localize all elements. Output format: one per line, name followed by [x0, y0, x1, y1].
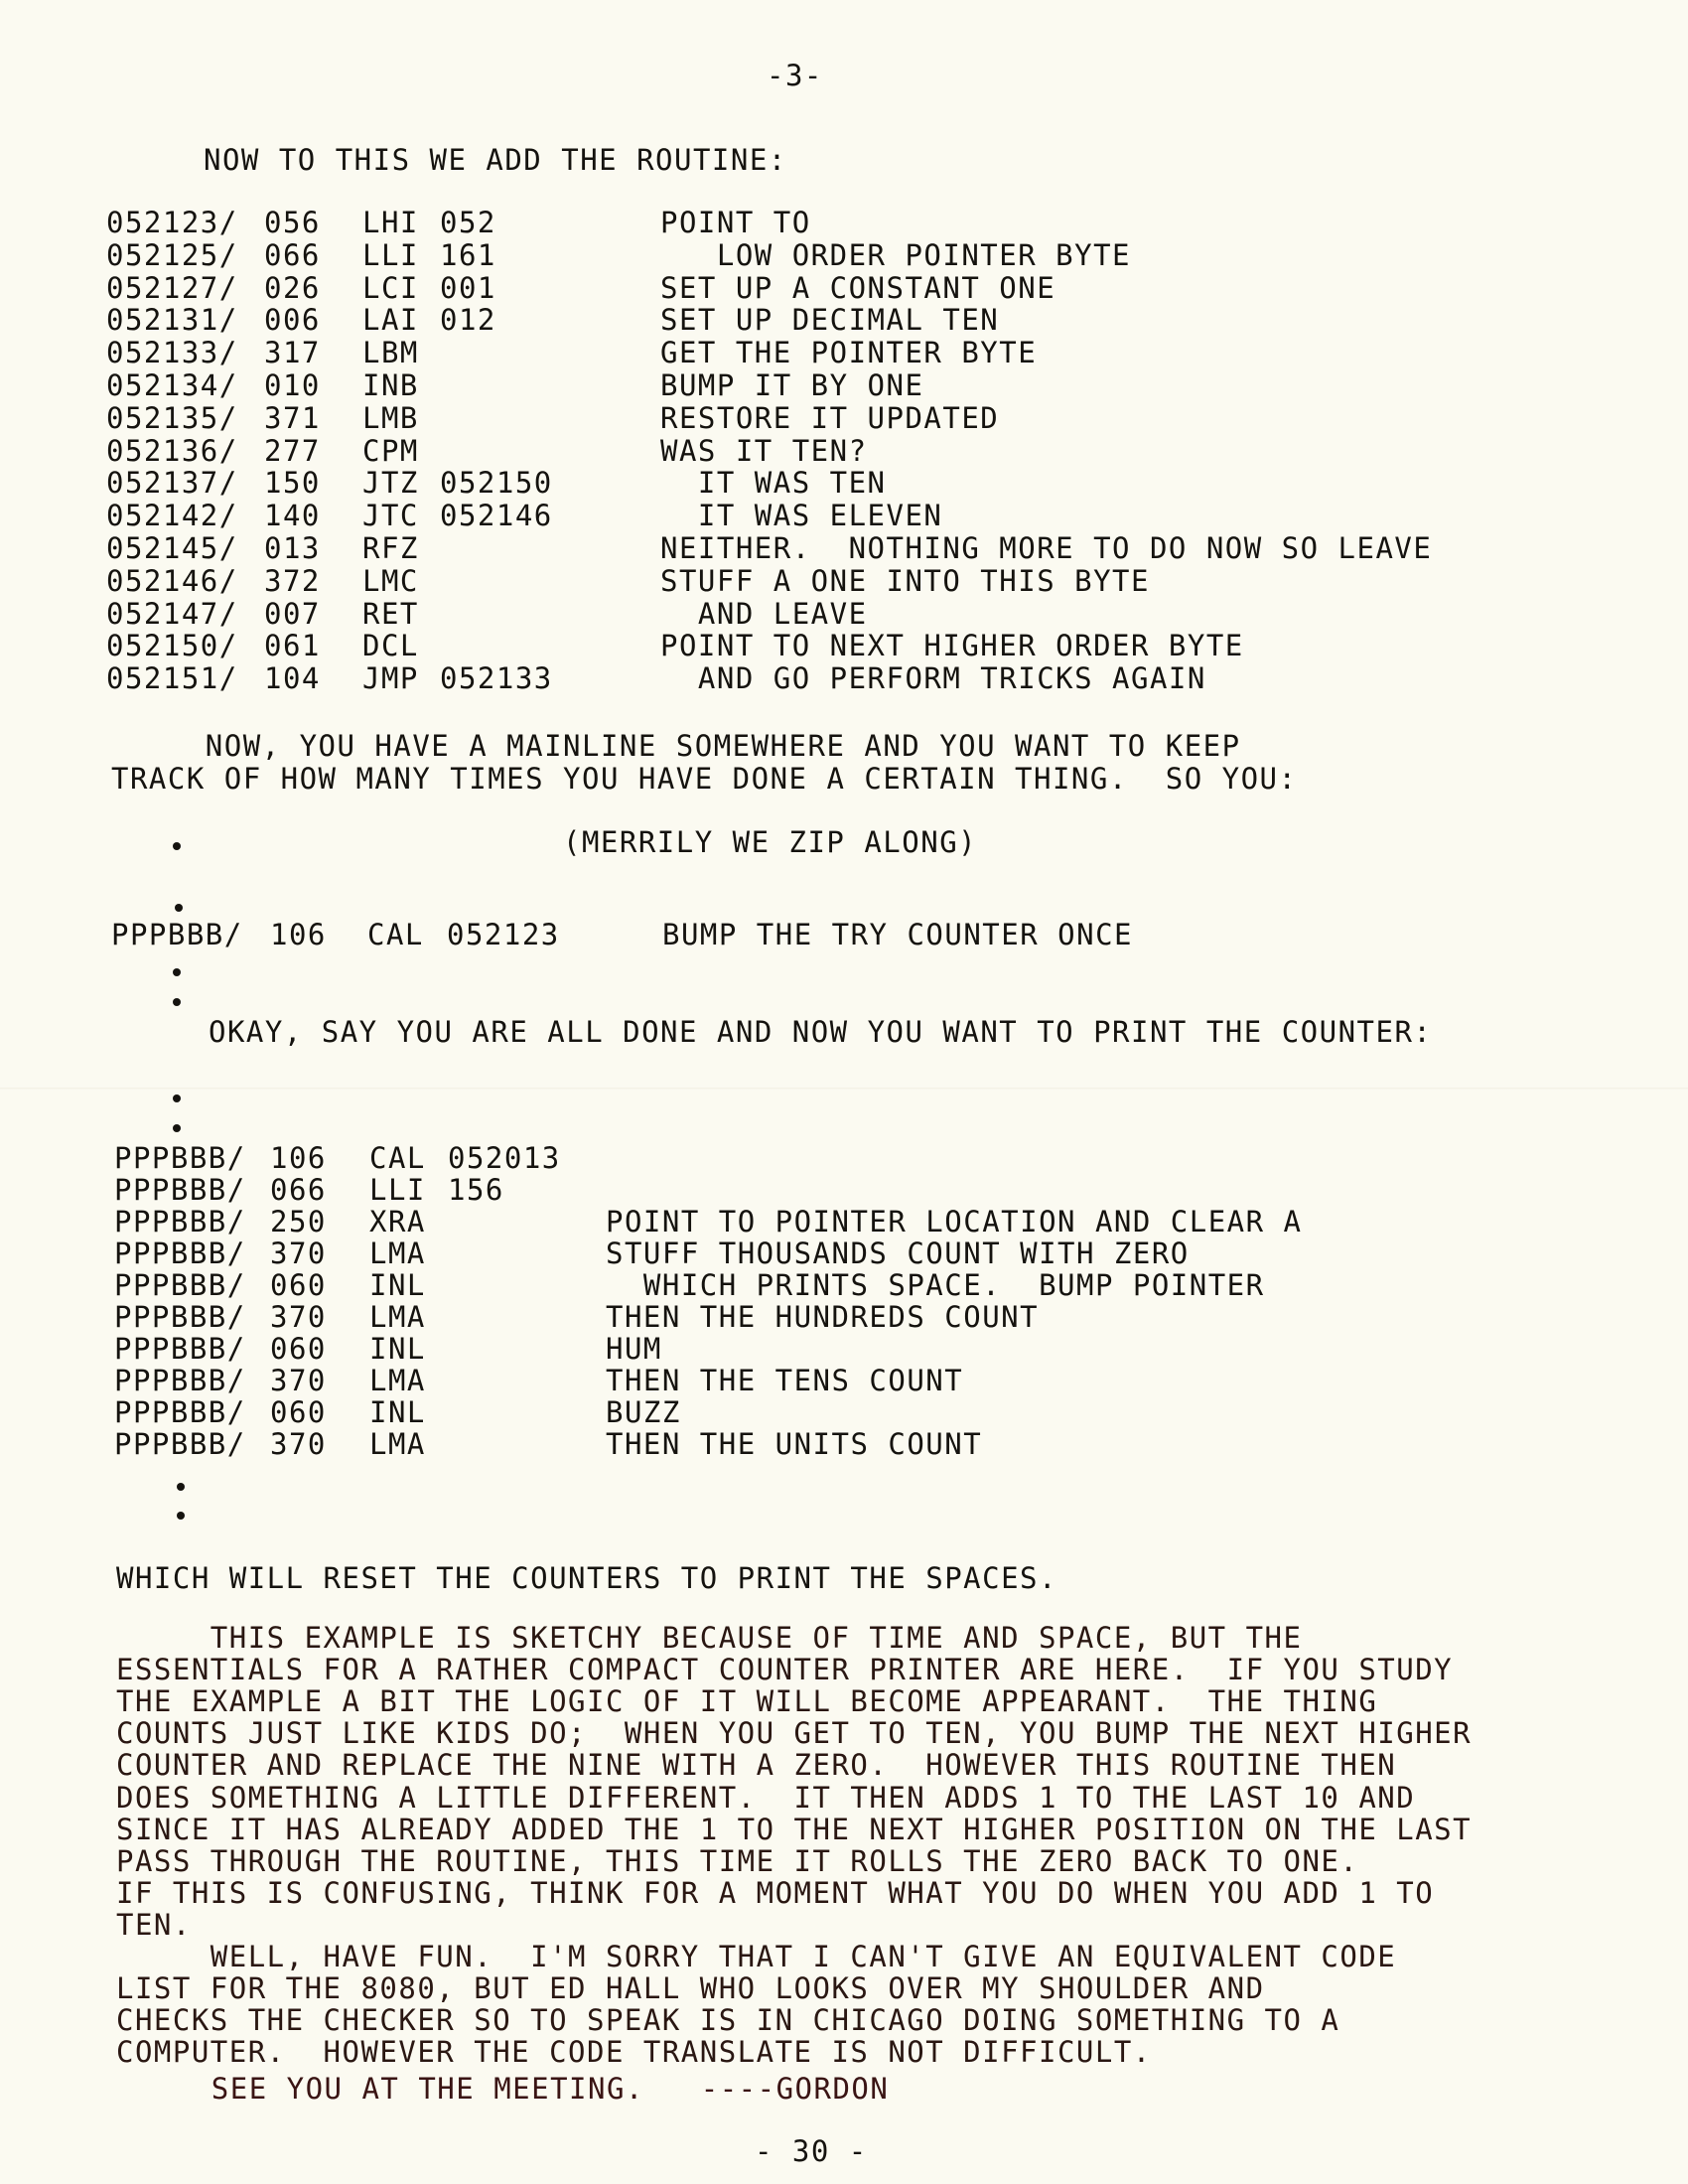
octal-code-cell: 060 — [270, 1332, 327, 1366]
text-line: ESSENTIALS FOR A RATHER COMPACT COUNTER PRINTER ARE HERE. IF YOU STUDY — [116, 1653, 1454, 1687]
page-number: - 30 - — [755, 2134, 868, 2168]
comment-cell: LOW ORDER POINTER BYTE — [660, 237, 1131, 272]
octal-code-cell: 010 — [264, 368, 321, 402]
octal-code-cell: 007 — [264, 596, 321, 631]
octal-code-cell: 277 — [264, 433, 321, 468]
opcode-cell: INL — [369, 1268, 426, 1302]
octal-code-cell: 370 — [270, 1237, 327, 1270]
opcode-cell: LMA — [369, 1427, 426, 1461]
octal-code-cell: 061 — [264, 629, 321, 663]
text-line: NOW, YOU HAVE A MAINLINE SOMEWHERE AND YOU WANT TO KEEP — [111, 729, 1241, 763]
paper-fold — [0, 1088, 1688, 1091]
address-cell: PPPBBB/ — [111, 918, 243, 951]
octal-code-cell: 066 — [264, 237, 321, 272]
opcode-cell: LMA — [369, 1300, 426, 1334]
ellipsis-dot — [173, 1124, 181, 1132]
address-cell: 052136/ — [106, 433, 238, 468]
address-cell: PPPBBB/ — [114, 1141, 246, 1175]
text-line: THE EXAMPLE A BIT THE LOGIC OF IT WILL BECOME APPEARANT. THE THING — [116, 1684, 1378, 1719]
operand-cell: 052123 — [447, 918, 560, 951]
opcode-cell: LCI — [362, 270, 419, 305]
comment-cell: POINT TO NEXT HIGHER ORDER BYTE — [660, 629, 1244, 663]
operand-cell: 001 — [440, 270, 496, 305]
text-line: THIS EXAMPLE IS SKETCHY BECAUSE OF TIME AND SPACE, BUT THE — [116, 1621, 1303, 1655]
comment-cell: BUZZ — [606, 1395, 681, 1429]
octal-code-cell: 060 — [270, 1395, 327, 1429]
octal-code-cell: 371 — [264, 400, 321, 435]
comment-cell: GET THE POINTER BYTE — [660, 336, 1038, 370]
reset-text: WHICH WILL RESET THE COUNTERS TO PRINT THE SPACES. — [116, 1561, 1057, 1595]
operand-cell: 052133 — [440, 661, 553, 696]
comment-cell: IT WAS ELEVEN — [660, 499, 943, 533]
opcode-cell: CPM — [362, 433, 419, 468]
octal-code-cell: 104 — [264, 661, 321, 696]
opcode-cell: RET — [362, 596, 419, 631]
octal-code-cell: 013 — [264, 531, 321, 565]
text-line: TRACK OF HOW MANY TIMES YOU HAVE DONE A CERTAIN THING. SO YOU: — [111, 761, 1298, 796]
octal-code-cell: 370 — [270, 1300, 327, 1334]
ellipsis-dot — [177, 1512, 185, 1520]
comment-cell: POINT TO POINTER LOCATION AND CLEAR A — [606, 1205, 1303, 1238]
octal-code-cell: 006 — [264, 303, 321, 338]
opcode-cell: CAL — [367, 918, 424, 951]
comment-cell: BUMP IT BY ONE — [660, 368, 924, 402]
operand-cell: 052013 — [448, 1141, 561, 1175]
address-cell: 052123/ — [106, 206, 238, 239]
page-mark: -3- — [767, 59, 823, 92]
octal-code-cell: 026 — [264, 270, 321, 305]
text-line: COUNTS JUST LIKE KIDS DO; WHEN YOU GET TO TEN, YOU BUMP THE NEXT HIGHER — [116, 1716, 1473, 1751]
address-cell: 052151/ — [106, 661, 238, 696]
octal-code-cell: 066 — [270, 1173, 327, 1207]
address-cell: 052145/ — [106, 531, 238, 565]
opcode-cell: LMA — [369, 1364, 426, 1397]
opcode-cell: JTC — [362, 499, 419, 533]
opcode-cell: LLI — [369, 1173, 426, 1207]
operand-cell: 156 — [448, 1173, 504, 1207]
comment-cell: IT WAS TEN — [660, 466, 887, 501]
address-cell: 052135/ — [106, 400, 238, 435]
merrily-text: (MERRILY WE ZIP ALONG) — [563, 825, 978, 859]
operand-cell: 052146 — [440, 499, 553, 533]
okay-text: OKAY, SAY YOU ARE ALL DONE AND NOW YOU WANT TO PRINT THE COUNTER: — [209, 1015, 1433, 1049]
comment-cell: POINT TO — [660, 206, 811, 239]
octal-code-cell: 317 — [264, 336, 321, 370]
address-cell: PPPBBB/ — [114, 1300, 246, 1334]
opcode-cell: XRA — [369, 1205, 426, 1238]
address-cell: 052147/ — [106, 596, 238, 631]
octal-code-cell: 250 — [270, 1205, 327, 1238]
address-cell: 052125/ — [106, 237, 238, 272]
text-line: WELL, HAVE FUN. I'M SORRY THAT I CAN'T GIVE AN EQUIVALENT CODE — [116, 1940, 1397, 1973]
text-line: COMPUTER. HOWEVER THE CODE TRANSLATE IS NOT DIFFICULT. — [116, 2035, 1152, 2070]
text-line: PASS THROUGH THE ROUTINE, THIS TIME IT ROLLS THE ZERO BACK TO ONE. — [116, 1843, 1359, 1878]
address-cell: PPPBBB/ — [114, 1268, 246, 1302]
text-line: SINCE IT HAS ALREADY ADDED THE 1 TO THE NEXT HIGHER POSITION ON THE LAST — [116, 1812, 1473, 1846]
comment-cell: AND GO PERFORM TRICKS AGAIN — [660, 661, 1206, 696]
opcode-cell: LAI — [362, 303, 419, 338]
text-line: COUNTER AND REPLACE THE NINE WITH A ZERO. HOWEVER THIS ROUTINE THEN — [116, 1748, 1397, 1783]
address-cell: PPPBBB/ — [114, 1364, 246, 1397]
comment-cell: SET UP A CONSTANT ONE — [660, 270, 1056, 305]
opcode-cell: LMA — [369, 1237, 426, 1270]
opcode-cell: CAL — [369, 1141, 426, 1175]
address-cell: PPPBBB/ — [114, 1205, 246, 1238]
comment-cell: AND LEAVE — [660, 596, 868, 631]
address-cell: 052150/ — [106, 629, 238, 663]
ellipsis-dot — [173, 998, 181, 1006]
comment-cell: THEN THE HUNDREDS COUNT — [606, 1300, 1040, 1334]
comment-cell: STUFF A ONE INTO THIS BYTE — [660, 563, 1150, 598]
comment-cell: WAS IT TEN? — [660, 433, 868, 468]
opcode-cell: LLI — [362, 237, 419, 272]
operand-cell: 161 — [440, 237, 496, 272]
text-line: IF THIS IS CONFUSING, THINK FOR A MOMENT WHAT YOU DO WHEN YOU ADD 1 TO — [116, 1875, 1435, 1910]
octal-code-cell: 150 — [264, 466, 321, 501]
comment-cell: WHICH PRINTS SPACE. BUMP POINTER — [606, 1268, 1265, 1302]
opcode-cell: LBM — [362, 336, 419, 370]
text-line: CHECKS THE CHECKER SO TO SPEAK IS IN CHICAGO DOING SOMETHING TO A — [116, 2003, 1340, 2038]
address-cell: 052127/ — [106, 270, 238, 305]
octal-code-cell: 370 — [270, 1427, 327, 1461]
text-line: TEN. — [116, 1907, 192, 1942]
text-line: LIST FOR THE 8080, BUT ED HALL WHO LOOKS OVER MY SHOULDER AND — [116, 1971, 1265, 2006]
address-cell: PPPBBB/ — [114, 1427, 246, 1461]
opcode-cell: LMC — [362, 563, 419, 598]
comment-cell: BUMP THE TRY COUNTER ONCE — [662, 918, 1133, 951]
address-cell: PPPBBB/ — [114, 1332, 246, 1366]
opcode-cell: JMP — [362, 661, 419, 696]
opcode-cell: RFZ — [362, 531, 419, 565]
ellipsis-dot — [173, 968, 181, 976]
comment-cell: STUFF THOUSANDS COUNT WITH ZERO — [606, 1237, 1190, 1270]
comment-cell: THEN THE UNITS COUNT — [606, 1427, 983, 1461]
ellipsis-dot — [173, 1094, 181, 1102]
ellipsis-dot — [173, 842, 181, 850]
comment-cell: RESTORE IT UPDATED — [660, 400, 1000, 435]
octal-code-cell: 060 — [270, 1268, 327, 1302]
ellipsis-dot — [177, 1483, 185, 1491]
opcode-cell: DCL — [362, 629, 419, 663]
opcode-cell: INB — [362, 368, 419, 402]
address-cell: PPPBBB/ — [114, 1237, 246, 1270]
comment-cell: THEN THE TENS COUNT — [606, 1364, 964, 1397]
address-cell: 052146/ — [106, 563, 238, 598]
opcode-cell: JTZ — [362, 466, 419, 501]
address-cell: 052133/ — [106, 336, 238, 370]
operand-cell: 052150 — [440, 466, 553, 501]
operand-cell: 012 — [440, 303, 496, 338]
address-cell: 052142/ — [106, 499, 238, 533]
opcode-cell: INL — [369, 1332, 426, 1366]
text-line: DOES SOMETHING A LITTLE DIFFERENT. IT THEN ADDS 1 TO THE LAST 10 AND — [116, 1780, 1416, 1815]
address-cell: PPPBBB/ — [114, 1395, 246, 1429]
address-cell: 052137/ — [106, 466, 238, 501]
comment-cell: NEITHER. NOTHING MORE TO DO NOW SO LEAVE — [660, 531, 1433, 565]
intro-heading: NOW TO THIS WE ADD THE ROUTINE: — [204, 143, 787, 177]
octal-code-cell: 140 — [264, 499, 321, 533]
address-cell: PPPBBB/ — [114, 1173, 246, 1207]
octal-code-cell: 106 — [270, 1141, 327, 1175]
opcode-cell: LHI — [362, 206, 419, 239]
operand-cell: 052 — [440, 206, 496, 239]
comment-cell: HUM — [606, 1332, 662, 1366]
opcode-cell: INL — [369, 1395, 426, 1429]
opcode-cell: LMB — [362, 400, 419, 435]
address-cell: 052134/ — [106, 368, 238, 402]
octal-code-cell: 106 — [270, 918, 327, 951]
comment-cell: SET UP DECIMAL TEN — [660, 303, 1000, 338]
address-cell: 052131/ — [106, 303, 238, 338]
octal-code-cell: 056 — [264, 206, 321, 239]
ellipsis-dot — [175, 904, 183, 912]
signoff: SEE YOU AT THE MEETING. ----GORDON — [117, 2072, 890, 2106]
octal-code-cell: 372 — [264, 563, 321, 598]
octal-code-cell: 370 — [270, 1364, 327, 1397]
